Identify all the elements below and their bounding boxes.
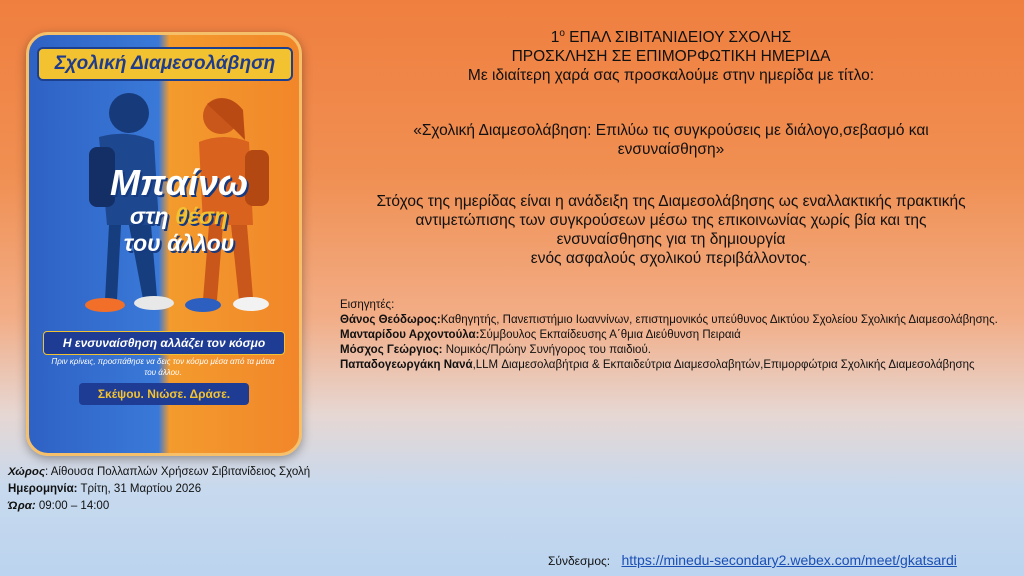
speaker-item: [340, 358, 1010, 373]
school-name: [318, 24, 1024, 47]
invitation-intro: Με ιδιαίτερη χαρά σας προσκαλούμε στην ημερίδα με τίτλο:: [467, 67, 875, 85]
event-details: [8, 464, 408, 515]
goal-line4-text: ενός ασφαλούς σχολικού περιβάλλοντος: [530, 250, 807, 267]
poster-note: Πριν κρίνεις, προσπάθησε να δεις τον κόσμο μέσα από τα μάτια του άλλου.: [51, 357, 275, 377]
date-value: Τρίτη, 31 Μαρτίου 2026: [77, 483, 202, 495]
event-title: [318, 121, 1024, 159]
poster-title: [99, 162, 259, 256]
speaker-name: Θάνος Θεόδωρος:: [340, 314, 441, 326]
speaker-name: Μόσχος Γεώργιος:: [340, 344, 443, 356]
speaker-desc: Σύμβουλος Εκπαίδευσης Α΄θμια Διεύθυνση Πειραιά: [479, 329, 741, 341]
poster-slogan: Σκέψου. Νιώσε. Δράσε.: [79, 383, 249, 405]
event-title-line1: «Σχολική Διαμεσολάβηση: Επιλύω τις συγκρούσεις με διάλογο,σεβασμό και: [413, 122, 929, 139]
poster-image: [26, 32, 302, 456]
poster-title-line2a: στη: [129, 203, 175, 229]
time-label: Ώρα:: [8, 500, 36, 512]
school-name-rest: ΕΠΑΛ ΣΙΒΙΤΑΝΙΔΕΙΟΥ ΣΧΟΛΗΣ: [564, 29, 792, 47]
poster-title-line1: Μπαίνω: [109, 162, 248, 203]
invitation-heading: [318, 24, 1024, 85]
poster-title-line2b: θέση: [174, 203, 229, 229]
date-label: Ημερομηνία:: [8, 483, 78, 495]
goal-line3: ενσυναίσθησης για τη δημιουργία: [556, 231, 786, 248]
time-row: [8, 498, 408, 515]
event-goal: [318, 192, 1024, 268]
speakers-label: Εισηγητές:: [340, 299, 395, 311]
meeting-link[interactable]: https://minedu-secondary2.webex.com/meet/gkatsardi: [621, 552, 957, 568]
speaker-item: [340, 328, 1010, 343]
speaker-item: [340, 343, 1010, 358]
goal-line2: αντιμετώπισης των συγκρούσεων μέσω της επικοινωνίας χωρίς βία και της: [415, 212, 927, 229]
poster-title-line2: [99, 205, 259, 228]
speaker-desc: Νομικός/Πρώην Συνήγορος του παιδιού.: [442, 344, 651, 356]
speaker-name: Παπαδογεωργάκη Νανά: [340, 359, 473, 371]
poster-title-line3: του άλλου: [123, 230, 235, 256]
speakers-list: [340, 298, 1010, 373]
meeting-link-row: [548, 552, 957, 568]
goal-line1: Στόχος της ημερίδας είναι η ανάδειξη της Διαμεσολάβησης ως εναλλακτικής πρακτικής: [376, 193, 966, 210]
speaker-name: Μανταρίδου Αρχοντούλα:: [340, 329, 480, 341]
invitation-title: ΠΡΟΣΚΛΗΣΗ ΣΕ ΕΠΙΜΟΡΦΩΤΙΚΗ ΗΜΕΡΙΔΑ: [511, 48, 831, 66]
goal-line4-period: .: [806, 250, 812, 267]
goal-line4: [318, 249, 1024, 268]
speaker-item: [340, 313, 1010, 328]
poster-banner: Σχολική Διαμεσολάβηση: [37, 47, 293, 81]
meeting-link-label: Σύνδεσμος:: [548, 554, 611, 568]
school-number-suffix: ο: [559, 28, 565, 39]
venue-label: Χώρος: [8, 466, 45, 478]
poster-subtitle-bar: Η ενσυναίσθηση αλλάζει τον κόσμο: [43, 331, 285, 355]
school-number: 1: [550, 29, 560, 47]
event-title-line2: ενσυναίσθηση»: [617, 141, 725, 158]
date-row: [8, 481, 408, 498]
speaker-desc: Καθηγητής, Πανεπιστήμιο Ιωαννίνων, επιστημονικός υπεύθυνος Δικτύου Σχολείου Σχολικής Διαμεσολάβησης.: [440, 314, 998, 326]
time-value: 09:00 – 14:00: [35, 500, 110, 512]
speaker-desc: ,LLM Διαμεσολαβήτρια & Εκπαιδεύτρια Διαμεσολαβητών,Επιμορφώτρια Σχολικής Διαμεσολάβησης: [472, 359, 975, 371]
venue-row: [8, 464, 408, 481]
venue-value: : Αίθουσα Πολλαπλών Χρήσεων Σιβιτανίδειος Σχολή: [44, 466, 311, 478]
